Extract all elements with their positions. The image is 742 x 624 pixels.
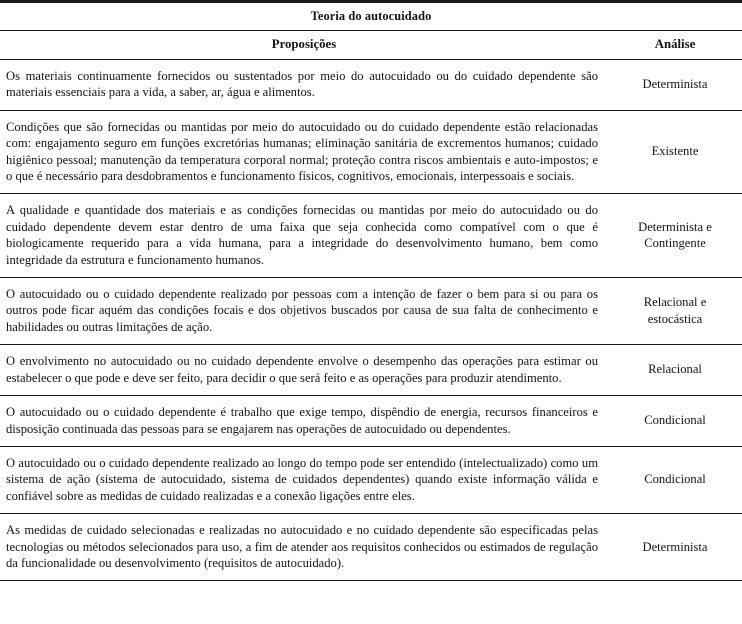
proposition-text: Condições que são fornecidas ou mantidas por meio do autocuidado ou do cuidado dependente estão relacionadas com: engajamento seguro em funções excretórias humanas; eliminação sanitária de excrementos humanos; cuidado higiênico pessoal; manutenção da temperatura corporal normal; proteção contra riscos ambientais e auto-impostos; e o que é necessário para desdobramentos e funcionamento físicos, cognitivos, emocionais, interpessoais e sociais. xyxy=(6,119,598,184)
table-row xyxy=(0,278,742,345)
analysis-text: Condicional xyxy=(644,413,706,428)
proposition-text: O autocuidado ou o cuidado dependente é trabalho que exige tempo, dispêndio de energia, recursos financeiros e disposição continuada das pessoas para se engajarem nas operações de autocuidado ou dependentes. xyxy=(6,405,598,436)
proposition-cell xyxy=(0,345,608,396)
proposition-cell xyxy=(0,396,608,447)
analysis-cell xyxy=(608,396,742,447)
table-row xyxy=(0,345,742,396)
analysis-cell xyxy=(608,110,742,194)
analysis-text: Relacional e estocástica xyxy=(643,295,707,326)
proposition-cell xyxy=(0,110,608,194)
table-title-row xyxy=(0,2,742,31)
analysis-text: Relacional xyxy=(648,362,702,377)
analysis-cell xyxy=(608,514,742,581)
proposition-text: O autocuidado ou o cuidado dependente realizado ao longo do tempo pode ser entendido (intelectualizado) como um sistema de ação (sistema de autocuidado, sistema de cuidados dependentes) quando existe informação válida e confiável sobre as medidas de cuidado realizadas e a conexão ligações entre eles. xyxy=(6,455,598,503)
proposition-cell xyxy=(0,446,608,513)
table-body xyxy=(0,60,742,581)
analysis-text: Existente xyxy=(651,144,699,159)
analysis-text: Determinista xyxy=(642,539,708,554)
table-row xyxy=(0,110,742,194)
column-header-row xyxy=(0,31,742,60)
column-header-analise: Análise xyxy=(608,31,742,60)
proposition-text: A qualidade e quantidade dos materiais e as condições fornecidas ou mantidas por meio do autocuidado ou do cuidado dependente devem estar dentro de uma faixa que seja conhecida como compatível com o que é biologicamente requerido para a vida humana, para a integridade do desenvolvimento humano, bem como integridade da estrutura e funcionamento humanos. xyxy=(6,203,598,267)
table-header xyxy=(0,2,742,60)
proposition-cell xyxy=(0,278,608,345)
proposition-text: O autocuidado ou o cuidado dependente realizado por pessoas com a intenção de fazer o bem para si ou para os outros pode ficar aquém das condições focais e dos objetivos buscados por causa de sua falta de conhecimento e habilidades ou outras limitações de ação. xyxy=(6,287,598,334)
table-row xyxy=(0,396,742,447)
table-title: Teoria do autocuidado xyxy=(0,2,742,31)
proposition-cell xyxy=(0,194,608,278)
analysis-cell xyxy=(608,278,742,345)
proposition-cell xyxy=(0,514,608,581)
analysis-text: Determinista e Contingente xyxy=(638,219,712,251)
analysis-cell xyxy=(608,345,742,396)
proposition-cell xyxy=(0,60,608,111)
table-row xyxy=(0,60,742,111)
proposition-text: Os materiais continuamente fornecidos ou sustentados por meio do autocuidado ou do cuidado dependente são materiais essenciais para a vida, a saber, ar, água e alimentos. xyxy=(6,69,598,100)
column-header-proposicoes: Proposições xyxy=(0,31,608,60)
table-row xyxy=(0,446,742,513)
analysis-cell xyxy=(608,60,742,111)
analysis-cell xyxy=(608,446,742,513)
table-row xyxy=(0,194,742,278)
analysis-cell xyxy=(608,194,742,278)
analysis-text: Condicional xyxy=(644,472,706,487)
proposition-text: As medidas de cuidado selecionadas e realizadas no autocuidado e no cuidado dependente são especificadas pelas tecnologias ou métodos selecionados para uso, a fim de atender aos requisitos conhecidos ou estimados de regulação da funcionalidade ou desenvolvimento (requisitos de autocuidado). xyxy=(6,523,598,570)
proposition-text: O envolvimento no autocuidado ou no cuidado dependente envolve o desempenho das operações para estimar ou estabelecer o que pode e deve ser feito, para decidir o que será feito e as operações para produzir atendimento. xyxy=(6,354,598,385)
analysis-text: Determinista xyxy=(642,77,708,92)
table-row xyxy=(0,514,742,581)
